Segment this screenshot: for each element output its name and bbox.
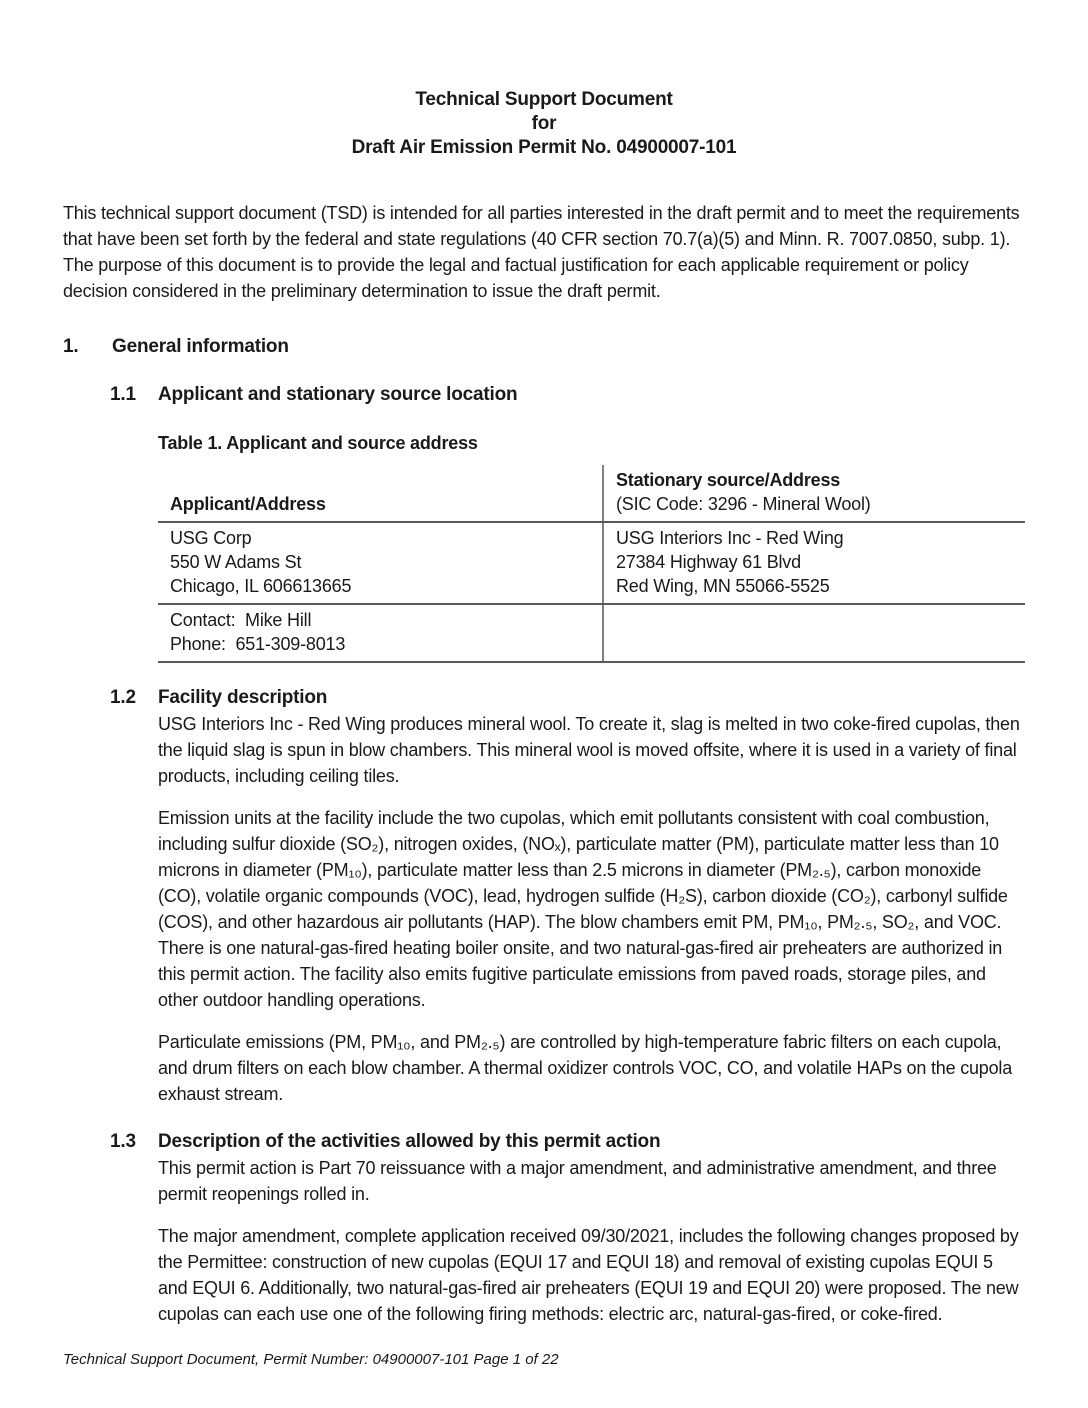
- source-city: Red Wing, MN 55066-5525: [616, 576, 830, 596]
- source-street: 27384 Highway 61 Blvd: [616, 552, 801, 572]
- permit-action-paragraph-1: This permit action is Part 70 reissuance with a major amendment, and administrative amendment, and three permit reopenings rolled in.: [158, 1158, 997, 1204]
- page-footer: Technical Support Document, Permit Number: 04900007-101 Page 1 of 22: [63, 1351, 559, 1368]
- permit-action-paragraph-2: The major amendment, complete application received 09/30/2021, includes the following changes proposed by the Permittee: construction of new cupolas (EQUI 17 and EQUI 18) and removal of existing cupolas EQUI 5 and EQUI 6. Additionally, two natural-gas-fired air preheaters (EQUI 19 and EQUI 20) were proposed. The new cupolas can each use one of the following firing methods: electric arc, natural-gas-fired, or coke-fired.: [158, 1226, 1019, 1324]
- section-1-3-content: [158, 1155, 1025, 1327]
- section-1-1-title: Applicant and stationary source location: [158, 384, 518, 405]
- section-1-1-heading: [110, 382, 1025, 408]
- table-header-row: [158, 465, 1025, 523]
- table-1-caption: Table 1. Applicant and source address: [158, 433, 478, 453]
- contact-cell: [158, 605, 602, 661]
- document-title-line-1: Technical Support Document: [415, 89, 673, 110]
- section-1-3-number: 1.3: [110, 1131, 136, 1152]
- section-1-title: General information: [112, 336, 289, 357]
- section-1-3-heading: [110, 1129, 1025, 1155]
- applicant-source-table: [158, 465, 1025, 663]
- section-1-2-content: [158, 711, 1025, 1107]
- section-1-2-heading: [110, 685, 1025, 711]
- section-1-2-number: 1.2: [110, 687, 136, 708]
- table-row-contact: [158, 605, 1025, 663]
- document-title-block: [63, 88, 1025, 160]
- section-1-heading: [63, 334, 1025, 360]
- stationary-source-header: Stationary source/Address: [616, 470, 841, 490]
- document-title-line-2: for: [531, 113, 557, 134]
- applicant-address-header: Applicant/Address: [170, 494, 326, 514]
- sic-code-label: (SIC Code: 3296 - Mineral Wool): [616, 494, 871, 514]
- section-1-1-number: 1.1: [110, 384, 136, 405]
- table-row-addresses: [158, 523, 1025, 605]
- source-name: USG Interiors Inc - Red Wing: [616, 528, 844, 548]
- section-1-1-content: [158, 430, 1025, 663]
- section-1-2-title: Facility description: [158, 687, 328, 708]
- applicant-street: 550 W Adams St: [170, 552, 302, 572]
- contact-phone: Phone: 651-309-8013: [170, 634, 346, 654]
- document-title-line-3: Draft Air Emission Permit No. 04900007-101: [351, 137, 737, 158]
- stationary-source-header-cell: [602, 465, 1025, 521]
- source-address-cell: [602, 523, 1025, 603]
- applicant-name: USG Corp: [170, 528, 252, 548]
- applicant-address-cell: [158, 523, 602, 603]
- facility-description-paragraph-3: Particulate emissions (PM, PM₁₀, and PM₂.₅) are controlled by high-temperature fabric filters on each cupola, and drum filters on each blow chamber. A thermal oxidizer controls VOC, CO, and volatile HAPs on the cupola exhaust stream.: [158, 1032, 1013, 1104]
- intro-paragraph: This technical support document (TSD) is intended for all parties interested in the draft permit and to meet the requirements that have been set forth by the federal and state regulations (40 CFR section 70.7(a)(5) and Minn. R. 7007.0850, subp. 1). The purpose of this document is to provide the legal and factual justification for each applicable requirement or policy decision considered in the preliminary determination to issue the draft permit.: [63, 203, 1020, 301]
- section-1-3-title: Description of the activities allowed by this permit action: [158, 1131, 661, 1152]
- contact-name: Contact: Mike Hill: [170, 610, 312, 630]
- contact-empty-cell: [602, 605, 1025, 661]
- applicant-city: Chicago, IL 606613665: [170, 576, 352, 596]
- facility-description-paragraph-1: USG Interiors Inc - Red Wing produces mineral wool. To create it, slag is melted in two coke-fired cupolas, then the liquid slag is spun in blow chambers. This mineral wool is moved offsite, where it is used in a variety of final products, including ceiling tiles.: [158, 714, 1020, 786]
- section-1-number: 1.: [63, 336, 79, 357]
- applicant-address-header-cell: [158, 465, 602, 521]
- facility-description-paragraph-2: Emission units at the facility include the two cupolas, which emit pollutants consistent with coal combustion, including sulfur dioxide (SO₂), nitrogen oxides, (NOₓ), particulate matter (PM), particulate matter less than 10 microns in diameter (PM₁₀), particulate matter less than 2.5 microns in diameter (PM₂.₅), carbon monoxide (CO), volatile organic compounds (VOC), lead, hydrogen sulfide (H₂S), carbon dioxide (CO₂), carbonyl sulfide (COS), and other hazardous air pollutants (HAP). The blow chambers emit PM, PM₁₀, PM₂.₅, SO₂, and VOC. There is one natural-gas-fired heating boiler onsite, and two natural-gas-fired air preheaters are authorized in this permit action. The facility also emits fugitive particulate emissions from paved roads, storage piles, and other outdoor handling operations.: [158, 808, 1008, 1010]
